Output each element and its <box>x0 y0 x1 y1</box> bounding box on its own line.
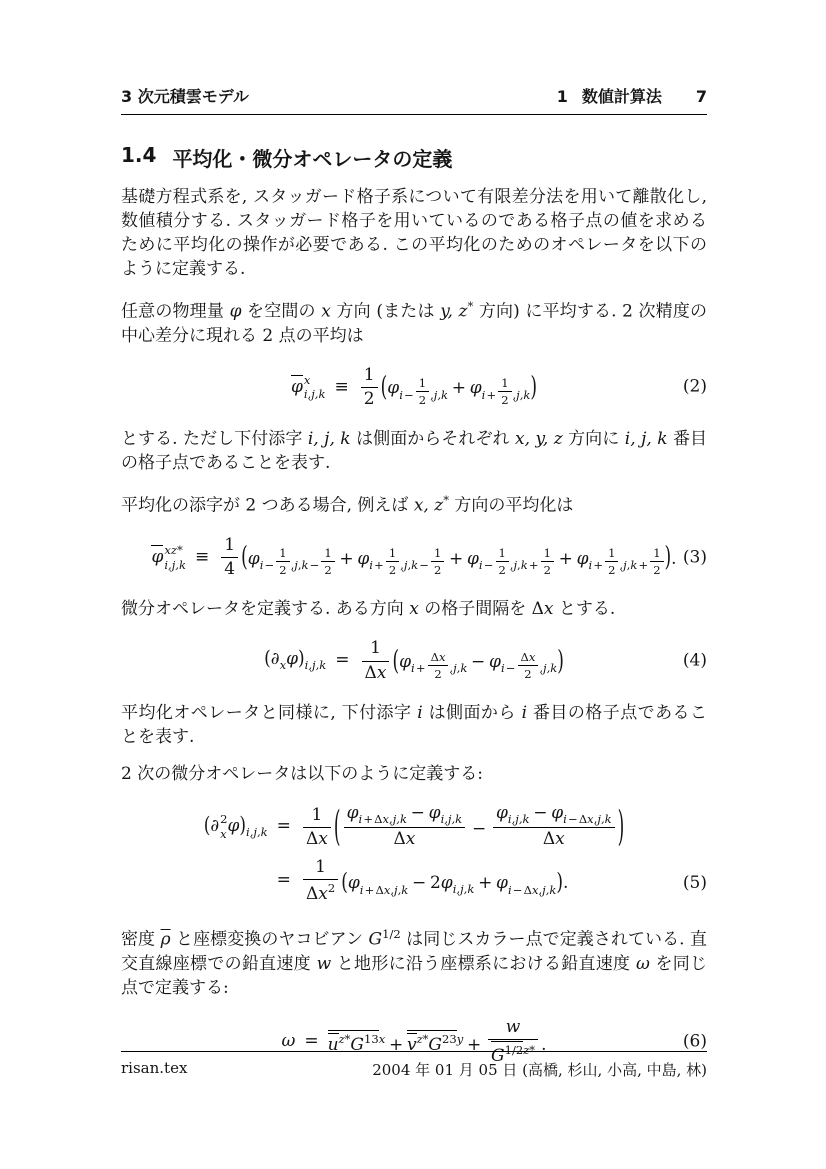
equation-number: (5) <box>682 872 707 893</box>
page-content <box>121 84 707 1084</box>
equation-6-omega: ω = $u^{z*}G^{13x} + v^{z*}G^{23y}$ + $\frac{w}{G^{1/2z*}}$ . (6) <box>281 1016 707 1066</box>
header-chapter-title: 3 次元積雲モデル <box>121 87 249 106</box>
paragraph-second-order: 2 次の微分オペレータは以下のように定義する: <box>121 763 483 784</box>
page-header <box>121 84 707 115</box>
paragraph-two-indices: 平均化の添字が 2 つある場合, 例えば x, z* 方向の平均化は <box>121 493 574 516</box>
equation-number: (4) <box>682 650 707 671</box>
paragraph-subscripts: とする. ただし下付添字 i, j, k は側面からそれぞれ x, y, z 方向に i, j, k 番目の格子点であることを表す. <box>121 429 708 474</box>
header-section-title: 数値計算法 <box>581 87 662 106</box>
footer-filename: risan.tex <box>121 1059 188 1077</box>
page-footer <box>121 1051 707 1080</box>
section-heading <box>121 143 707 172</box>
paragraph-diff-subscripts: 平均化オペレータと同様に, 下付添字 i は側面から i 番目の格子点であることを表す. <box>121 702 707 747</box>
equation-number: (6) <box>682 1031 707 1052</box>
header-right <box>557 84 707 107</box>
equation-number: (2) <box>682 376 707 397</box>
equation-number: (3) <box>682 546 707 567</box>
section-number: 1.4 <box>121 143 157 167</box>
equation-5-second-derivative: (∂ 2 x $\varphi)_{i,j,k}$ = $\frac{1}{\Delta x}$ ( $\frac{\varphi_{i+\Delta x,j,k} - \varphi_{i,j,k}}{\Delta x}$ − $\frac{\varphi_{i,j,k} - \varphi_{i-\Delta x,j,k}}{\Delta x}$ ) = $\frac{1}{\Delta x^2}$ $(\varphi_{i+\Delta x,j,k} - 2\varphi_{i,j,k} + \varphi_{i-\Delta x,j,k})$. (5) <box>203 802 707 904</box>
paragraph-intro: 基礎方程式系を, スタッガード格子系について有限差分法を用いて離散化し, 数値積分する. スタッガード格子を用いているのである格子点の値を求めるために平均化の操作が必要である. この平均化のためのオペレータを以下のように定義する. <box>121 187 707 279</box>
equation-4-derivative: $(\partial_x\varphi)_{i,j,k}$ = $\frac{1}{\Delta x}$ $(\varphi_{i+ \frac{\Delta x}{2} ,j,k} - \varphi_{i- \frac{\Delta x}{2} ,j,k})$ (4) <box>264 638 707 683</box>
equation-3-double-average: φ xz* i,j,k ≡ $\frac{1}{4}$ ($\varphi_{i- \frac{1}{2} ,j,k- \frac{1}{2}}$ + $\varphi_{i+ \frac{1}{2} ,j,k- \frac{1}{2}}$ + $\varphi_{i- \frac{1}{2} ,j,k+ \frac{1}{2}}$ + $\varphi_{i+ \frac{1}{2} ,j,k+ \frac{1}{2}}$ ). (3) <box>151 534 707 580</box>
header-section-number: 1 <box>556 87 568 106</box>
footer-date-authors: 2004 年 01 月 05 日 (高橋, 杉山, 小高, 中島, 林) <box>372 1061 707 1079</box>
page-number: 7 <box>695 87 707 106</box>
paragraph-diff-operator: 微分オペレータを定義する. ある方向 x の格子間隔を Δx とする. <box>121 599 616 620</box>
paragraph-density-jacobian: 密度 $\overline{\rho}$ と座標変換のヤコビアン $G^{1/2}$ は同じスカラー点で定義されている. 直交直線座標での鉛直速度 w と地形に沿う座標系における鉛直速度 ω を同じ点で定義する: <box>121 927 708 998</box>
equation-2-average: φ x i,j,k ≡ $\frac{1}{2}$ $(\varphi_{i- \frac{1}{2} ,j,k} + \varphi_{i+ \frac{1}{2} ,j,k})$ (2) <box>290 364 707 409</box>
paragraph-averaging: 任意の物理量 φ を空間の x 方向 (または y, z* 方向) に平均する. 2 次精度の中心差分に現れる 2 点の平均は <box>121 299 708 346</box>
section-title: 平均化・微分オペレータの定義 <box>172 147 453 171</box>
